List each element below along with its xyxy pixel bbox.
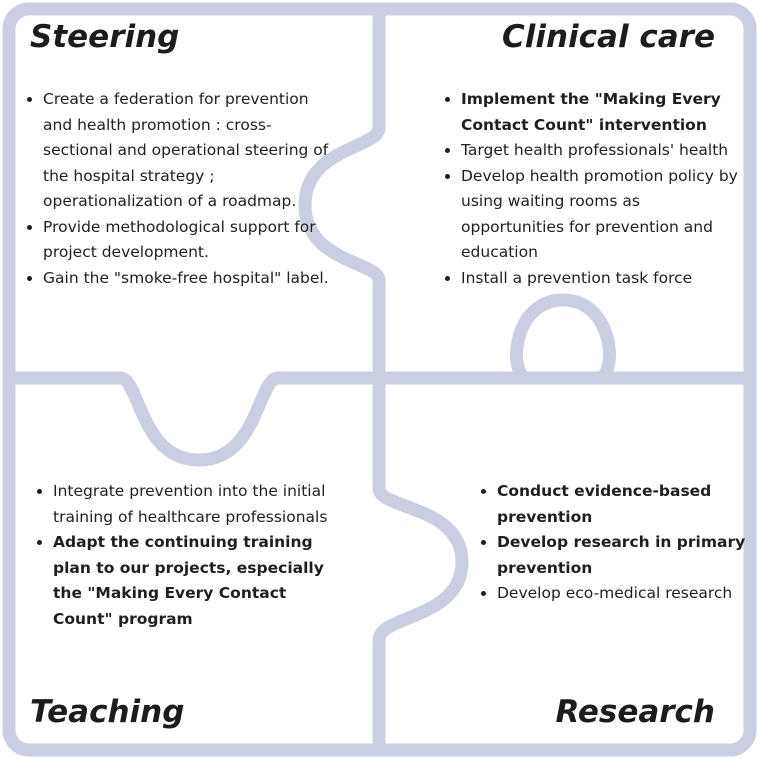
bullet-item: • Develop health promotion policy by using waiting rooms as opportunities for prevention and education: [461, 164, 746, 266]
bullet-item: • Provide methodological support for project development.: [43, 215, 333, 266]
steering-title: Steering: [30, 19, 180, 55]
bullet-item: • Target health professionals' health: [461, 138, 746, 164]
bullet-item: • Develop eco-medical research: [497, 581, 755, 607]
bullet-item: • Conduct evidence-based prevention: [497, 479, 755, 530]
bullet-item: • Gain the "smoke-free hospital" label.: [43, 266, 333, 292]
puzzle-divider-right: [379, 300, 750, 378]
bullet-item: • Develop research in primary prevention: [497, 530, 755, 581]
clinical-care-title: Clinical care: [501, 19, 715, 55]
puzzle-divider-bottom: [379, 378, 462, 750]
bullet-item: • Integrate prevention into the initial training of healthcare professionals: [53, 479, 343, 530]
research-title: Research: [555, 694, 715, 730]
bullet-item: • Install a prevention task force: [461, 266, 746, 292]
bullet-item: • Implement the "Making Every Contact Count" intervention: [461, 87, 746, 138]
puzzle-divider-left: [9, 378, 379, 460]
teaching-title: Teaching: [30, 694, 185, 730]
teaching-list: [34, 479, 343, 632]
steering-list: [24, 87, 333, 291]
research-list: [478, 479, 755, 607]
bullet-item: • Create a federation for prevention and health promotion : cross-sectional and operational steering of the hospital strategy ; operationalization of a roadmap.: [43, 87, 333, 215]
clinical-care-list: [442, 87, 746, 291]
bullet-item: • Adapt the continuing training plan to our projects, especially the "Making Every Contact Count" program: [53, 530, 343, 632]
